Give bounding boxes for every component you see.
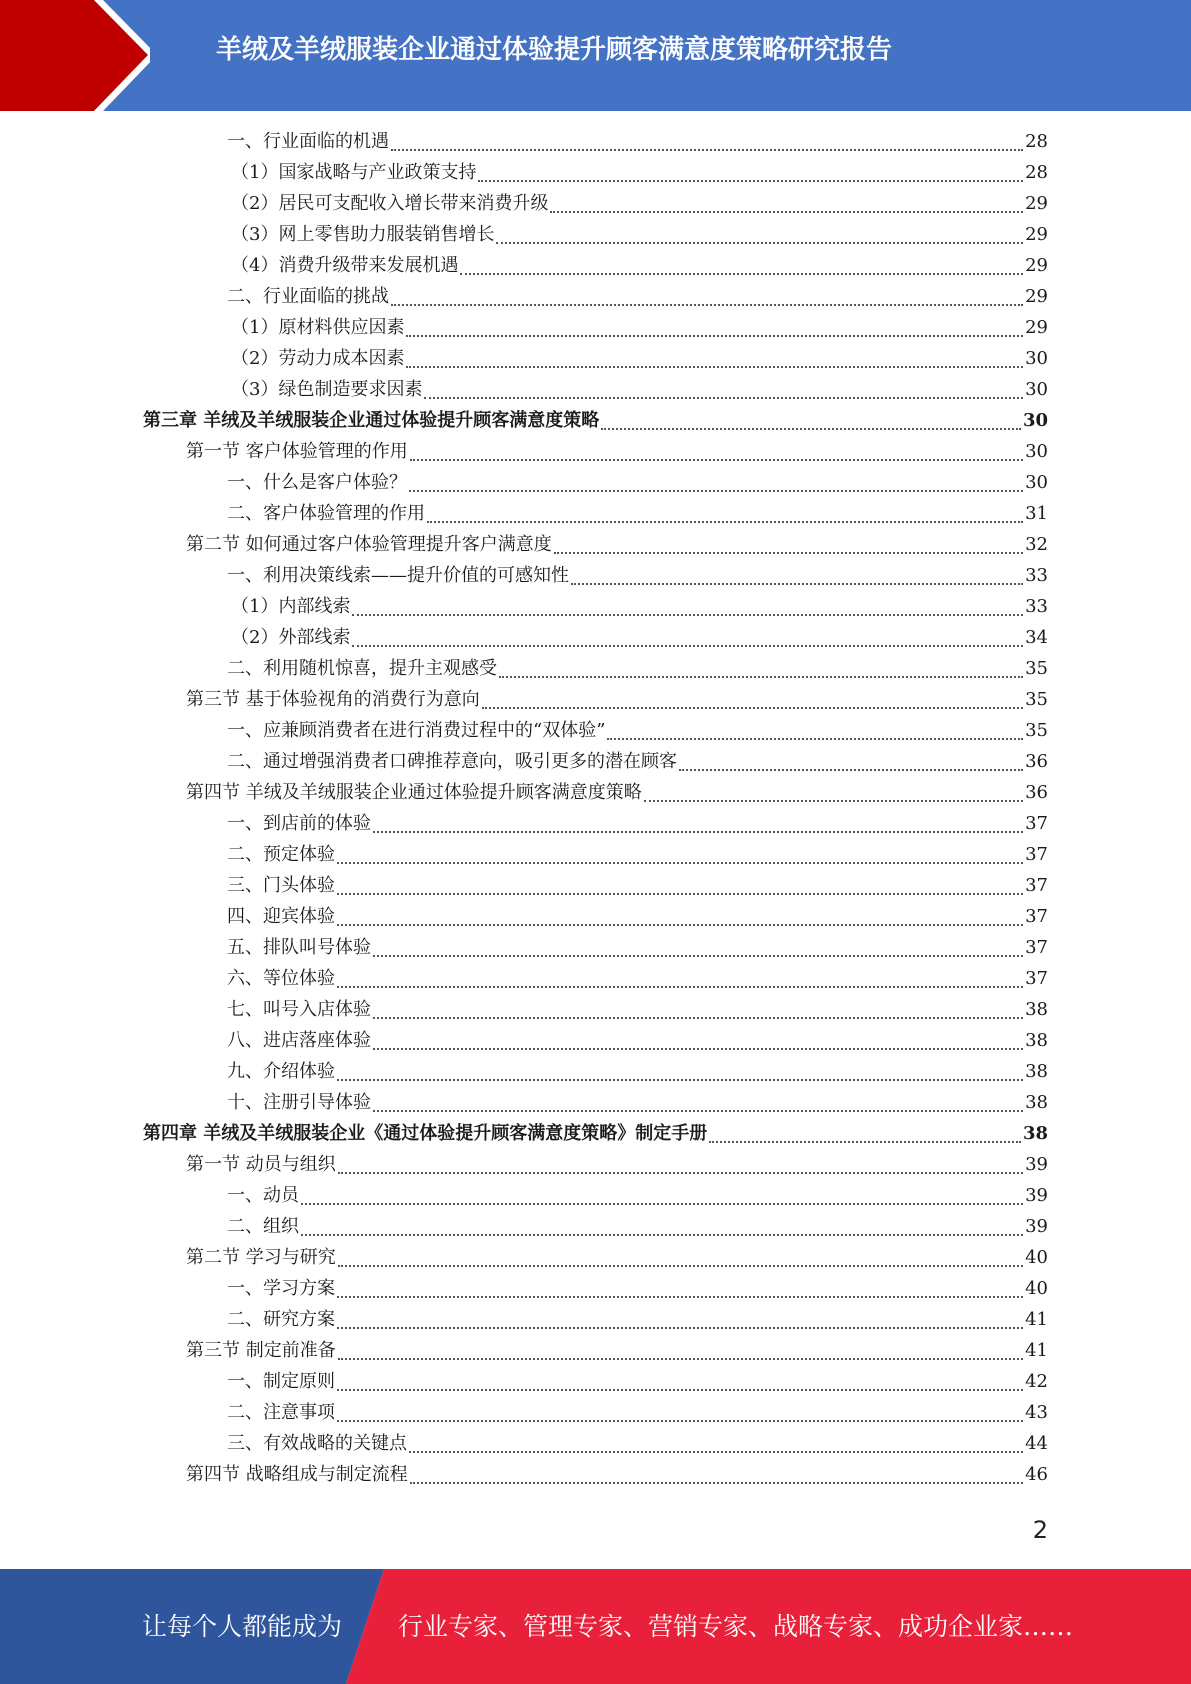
toc-entry-page: 36 [1025, 751, 1048, 772]
report-title: 羊绒及羊绒服装企业通过体验提升顾客满意度策略研究报告 [216, 35, 893, 65]
toc-entry-page: 29 [1025, 317, 1048, 338]
toc-entry-title: 二、组织 [227, 1216, 299, 1237]
toc-entry-page: 37 [1025, 906, 1048, 927]
toc-chapter-entry[interactable] [143, 1118, 1048, 1149]
toc-dot-leader [337, 1079, 1023, 1081]
toc-entry-title: 一、行业面临的机遇 [227, 131, 389, 152]
toc-dot-leader [410, 459, 1023, 461]
toc-entry-title: （2）劳动力成本因素 [231, 348, 405, 369]
toc-entry-page: 38 [1025, 1061, 1048, 1082]
toc-entry-title: 一、什么是客户体验？ [227, 472, 407, 493]
page-header [0, 0, 1191, 111]
toc-entry-page: 41 [1025, 1340, 1048, 1361]
toc-entry-page: 34 [1025, 627, 1048, 648]
toc-entry-title: 二、预定体验 [227, 844, 335, 865]
toc-entry[interactable] [227, 963, 1048, 994]
toc-entry[interactable] [227, 932, 1048, 963]
toc-dot-leader [337, 924, 1023, 926]
toc-entry-title: 第二节 学习与研究 [186, 1247, 336, 1268]
toc-dot-leader [338, 1265, 1023, 1267]
toc-entry-page: 46 [1025, 1464, 1048, 1485]
toc-entry[interactable] [227, 1087, 1048, 1118]
toc-entry-title: 二、客户体验管理的作用 [227, 503, 425, 524]
toc-dot-leader [406, 335, 1023, 337]
toc-dot-leader [337, 1389, 1023, 1391]
toc-dot-leader [337, 1420, 1023, 1422]
toc-entry-page: 29 [1025, 286, 1048, 307]
toc-entry-title: 第四章 羊绒及羊绒服装企业《通过体验提升顾客满意度策略》制定手册 [143, 1123, 708, 1144]
toc-entry[interactable] [227, 901, 1048, 932]
toc-entry[interactable] [227, 1211, 1048, 1242]
toc-entry-page: 43 [1025, 1402, 1048, 1423]
toc-entry-title: 八、进店落座体验 [227, 1030, 371, 1051]
toc-entry[interactable] [231, 622, 1048, 653]
toc-entry[interactable] [227, 1025, 1048, 1056]
toc-entry[interactable] [231, 374, 1048, 405]
toc-entry-title: （3）网上零售助力服装销售增长 [231, 224, 495, 245]
toc-dot-leader [337, 1296, 1023, 1298]
toc-entry-title: 十、注册引导体验 [227, 1092, 371, 1113]
toc-entry[interactable] [227, 994, 1048, 1025]
toc-entry[interactable] [186, 777, 1048, 808]
page-footer [0, 1569, 1191, 1684]
toc-entry-page: 37 [1025, 875, 1048, 896]
toc-entry-page: 29 [1025, 255, 1048, 276]
toc-dot-leader [373, 955, 1023, 957]
toc-entry-title: 第三节 基于体验视角的消费行为意向 [186, 689, 480, 710]
toc-dot-leader [337, 1327, 1023, 1329]
toc-entry-page: 40 [1025, 1247, 1048, 1268]
toc-entry-page: 33 [1025, 565, 1048, 586]
toc-entry-page: 35 [1025, 720, 1048, 741]
toc-entry-page: 37 [1025, 813, 1048, 834]
toc-dot-leader [373, 1048, 1023, 1050]
toc-entry-page: 31 [1025, 503, 1048, 524]
toc-dot-leader [607, 738, 1023, 740]
toc-entry[interactable] [186, 1149, 1048, 1180]
toc-entry[interactable] [186, 529, 1048, 560]
toc-entry-title: 一、应兼顾消费者在进行消费过程中的“双体验” [227, 720, 606, 741]
toc-dot-leader [499, 676, 1023, 678]
toc-entry-title: 第四节 战略组成与制定流程 [186, 1464, 408, 1485]
toc-entry[interactable] [231, 343, 1048, 374]
toc-dot-leader [460, 273, 1023, 275]
toc-entry-page: 30 [1025, 441, 1048, 462]
toc-entry[interactable] [231, 219, 1048, 250]
toc-dot-leader [409, 490, 1023, 492]
toc-dot-leader [554, 552, 1023, 554]
toc-dot-leader [338, 1172, 1023, 1174]
page-number: 2 [1032, 1516, 1048, 1544]
toc-entry[interactable] [227, 126, 1048, 157]
footer-slogan-left: 让每个人都能成为 [142, 1612, 343, 1641]
toc-entry-title: 三、有效战略的关键点 [227, 1433, 407, 1454]
toc-entry[interactable] [227, 498, 1048, 529]
header-arrow-decoration [0, 0, 150, 111]
toc-dot-leader [391, 149, 1023, 151]
toc-entry-page: 35 [1025, 689, 1048, 710]
toc-entry-title: （1）内部线索 [231, 596, 351, 617]
toc-dot-leader [482, 707, 1023, 709]
toc-entry[interactable] [231, 157, 1048, 188]
toc-entry-title: 第四节 羊绒及羊绒服装企业通过体验提升顾客满意度策略 [186, 782, 642, 803]
toc-dot-leader [352, 645, 1023, 647]
toc-entry[interactable] [227, 1304, 1048, 1335]
toc-entry-title: 第二节 如何通过客户体验管理提升客户满意度 [186, 534, 552, 555]
toc-entry[interactable] [227, 1428, 1048, 1459]
toc-entry-page: 30 [1022, 410, 1048, 431]
toc-entry-page: 40 [1025, 1278, 1048, 1299]
toc-entry-title: 一、到店前的体验 [227, 813, 371, 834]
toc-entry-page: 28 [1025, 162, 1048, 183]
toc-entry-page: 37 [1025, 844, 1048, 865]
toc-entry[interactable] [227, 1366, 1048, 1397]
toc-entry[interactable] [227, 1180, 1048, 1211]
toc-entry-page: 29 [1025, 224, 1048, 245]
toc-entry-title: 二、行业面临的挑战 [227, 286, 389, 307]
toc-dot-leader [424, 397, 1023, 399]
toc-entry-page: 39 [1025, 1154, 1048, 1175]
toc-dot-leader [301, 1234, 1023, 1236]
toc-entry-page: 28 [1025, 131, 1048, 152]
toc-dot-leader [550, 211, 1023, 213]
toc-entry-page: 38 [1025, 999, 1048, 1020]
toc-dot-leader [406, 366, 1023, 368]
toc-entry[interactable] [227, 746, 1048, 777]
toc-entry-title: （4）消费升级带来发展机遇 [231, 255, 459, 276]
toc-dot-leader [338, 1358, 1023, 1360]
toc-dot-leader [301, 1203, 1023, 1205]
toc-dot-leader [352, 614, 1023, 616]
toc-entry-title: 一、制定原则 [227, 1371, 335, 1392]
toc-dot-leader [478, 180, 1023, 182]
toc-entry[interactable] [227, 281, 1048, 312]
toc-entry[interactable] [186, 684, 1048, 715]
toc-entry-page: 38 [1025, 1092, 1048, 1113]
toc-dot-leader [373, 831, 1023, 833]
toc-entry-title: 第三节 制定前准备 [186, 1340, 336, 1361]
toc-entry[interactable] [231, 188, 1048, 219]
toc-entry-title: 六、等位体验 [227, 968, 335, 989]
toc-dot-leader [373, 1017, 1023, 1019]
toc-entry[interactable] [227, 1273, 1048, 1304]
toc-entry[interactable] [186, 1459, 1048, 1490]
toc-entry-title: 一、利用决策线索——提升价值的可感知性 [227, 565, 569, 586]
toc-entry[interactable] [227, 653, 1048, 684]
toc-entry-page: 30 [1025, 472, 1048, 493]
toc-chapter-entry[interactable] [143, 405, 1048, 436]
toc-entry-title: 二、注意事项 [227, 1402, 335, 1423]
toc-entry[interactable] [227, 1056, 1048, 1087]
toc-entry[interactable] [186, 436, 1048, 467]
toc-entry-title: 二、研究方案 [227, 1309, 335, 1330]
toc-entry-page: 39 [1025, 1185, 1048, 1206]
toc-entry-page: 39 [1025, 1216, 1048, 1237]
toc-entry[interactable] [227, 1397, 1048, 1428]
toc-entry-page: 44 [1025, 1433, 1048, 1454]
toc-entry[interactable] [231, 312, 1048, 343]
toc-entry-page: 42 [1025, 1371, 1048, 1392]
toc-entry[interactable] [227, 467, 1048, 498]
toc-entry[interactable] [186, 1242, 1048, 1273]
toc-entry-title: 第一节 客户体验管理的作用 [186, 441, 408, 462]
toc-dot-leader [337, 893, 1023, 895]
toc-entry-title: 二、利用随机惊喜，提升主观感受 [227, 658, 497, 679]
toc-dot-leader [410, 1482, 1023, 1484]
toc-entry-page: 30 [1025, 379, 1048, 400]
toc-entry-page: 36 [1025, 782, 1048, 803]
toc-entry[interactable] [231, 591, 1048, 622]
toc-entry-title: 七、叫号入店体验 [227, 999, 371, 1020]
toc-entry-title: 第三章 羊绒及羊绒服装企业通过体验提升顾客满意度策略 [143, 410, 600, 431]
toc-dot-leader [496, 242, 1023, 244]
toc-entry[interactable] [227, 839, 1048, 870]
toc-dot-leader [391, 304, 1023, 306]
toc-entry-title: （1）原材料供应因素 [231, 317, 405, 338]
toc-entry[interactable] [227, 715, 1048, 746]
toc-dot-leader [644, 800, 1023, 802]
toc-entry[interactable] [227, 870, 1048, 901]
toc-dot-leader [337, 862, 1023, 864]
toc-entry[interactable] [231, 250, 1048, 281]
footer-slogan-right: 行业专家、管理专家、营销专家、战略专家、成功企业家…… [398, 1612, 1074, 1641]
toc-entry-page: 38 [1022, 1123, 1048, 1144]
toc-entry-page: 35 [1025, 658, 1048, 679]
toc-entry-title: （1）国家战略与产业政策支持 [231, 162, 477, 183]
toc-entry[interactable] [186, 1335, 1048, 1366]
toc-entry-title: 二、通过增强消费者口碑推荐意向，吸引更多的潜在顾客 [227, 751, 677, 772]
toc-dot-leader [601, 428, 1021, 430]
toc-dot-leader [427, 521, 1023, 523]
toc-entry-page: 41 [1025, 1309, 1048, 1330]
toc-dot-leader [709, 1141, 1021, 1143]
toc-dot-leader [337, 986, 1023, 988]
toc-entry-page: 30 [1025, 348, 1048, 369]
toc-entry-page: 32 [1025, 534, 1048, 555]
toc-entry[interactable] [227, 808, 1048, 839]
toc-entry-title: 一、动员 [227, 1185, 299, 1206]
toc-dot-leader [409, 1451, 1023, 1453]
toc-entry-title: 一、学习方案 [227, 1278, 335, 1299]
toc-entry-page: 37 [1025, 968, 1048, 989]
toc-entry[interactable] [227, 560, 1048, 591]
toc-entry-page: 38 [1025, 1030, 1048, 1051]
toc-dot-leader [373, 1110, 1023, 1112]
toc-entry-page: 37 [1025, 937, 1048, 958]
toc-dot-leader [571, 583, 1023, 585]
toc-entry-title: 五、排队叫号体验 [227, 937, 371, 958]
toc-entry-page: 29 [1025, 193, 1048, 214]
toc-entry-title: （3）绿色制造要求因素 [231, 379, 423, 400]
toc-entry-title: 四、迎宾体验 [227, 906, 335, 927]
toc-entry-title: 九、介绍体验 [227, 1061, 335, 1082]
toc-dot-leader [679, 769, 1023, 771]
toc-entry-page: 33 [1025, 596, 1048, 617]
toc-entry-title: （2）居民可支配收入增长带来消费升级 [231, 193, 549, 214]
toc-entry-title: 第一节 动员与组织 [186, 1154, 336, 1175]
toc-entry-title: （2）外部线索 [231, 627, 351, 648]
toc-entry-title: 三、门头体验 [227, 875, 335, 896]
